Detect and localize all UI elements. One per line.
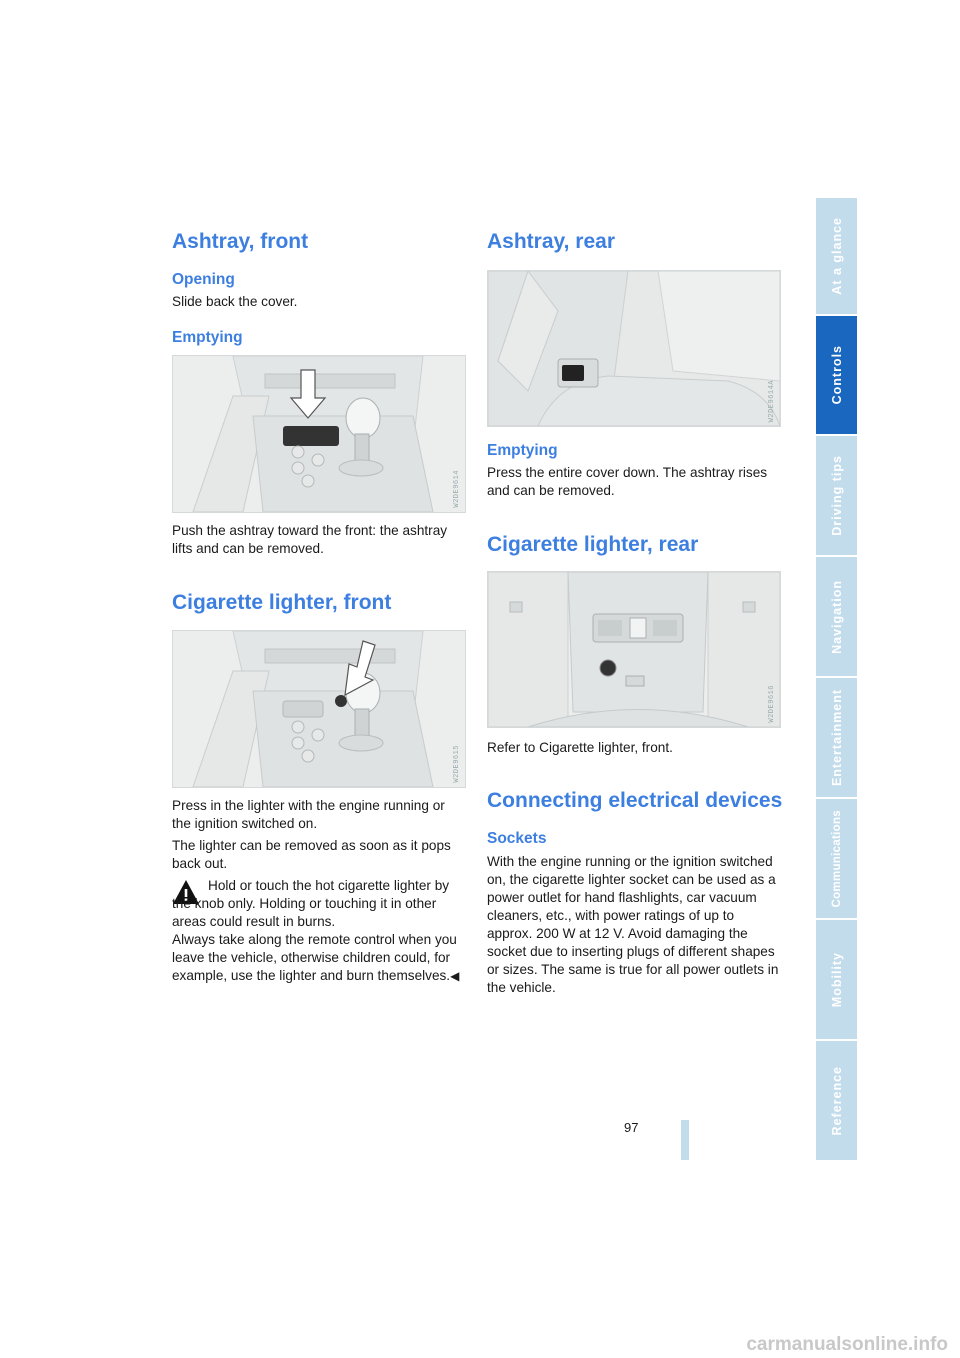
figure-code: W2DE9615 [453, 745, 461, 783]
lighter-front-illustration [173, 631, 465, 787]
figure-lighter-front [172, 630, 466, 788]
heading-sockets: Sockets [487, 830, 547, 847]
heading-emptying-rear: Emptying [487, 442, 558, 459]
lighter-rear-text: Refer to Cigarette lighter, front. [487, 740, 673, 755]
heading-ashtray-front: Ashtray, front [172, 230, 309, 253]
heading-ashtray-rear: Ashtray, rear [487, 230, 616, 253]
tab-communications[interactable]: Communications [816, 799, 857, 918]
figure-code: W2DE9614A [768, 379, 776, 422]
tab-navigation[interactable]: Navigation [816, 557, 857, 676]
opening-text: Slide back the cover. [172, 294, 298, 309]
ashtray-front-illustration [173, 356, 465, 512]
tab-driving-tips[interactable]: Driving tips [816, 436, 857, 555]
ashtray-rear-illustration [488, 271, 780, 426]
tab-entertainment[interactable]: Entertainment [816, 678, 857, 797]
figure-code: W2DE9614 [453, 470, 461, 508]
warning-text-2: Always take along the remote control when you leave the vehicle, otherwise children could, for example, use the lighter and burn themselves.◀ [172, 932, 460, 983]
page-number-bar [681, 1120, 689, 1160]
heading-connecting-electrical-devices: Connecting electrical devices [487, 789, 783, 812]
figure-ashtray-front [172, 355, 466, 513]
lighter-rear-illustration [488, 572, 780, 727]
figure-lighter-rear [487, 571, 781, 728]
lighter-front-text-1: Press in the lighter with the engine running or the ignition switched on. [172, 798, 445, 831]
sockets-text: With the engine running or the ignition switched on, the cigarette lighter socket can be used as a power outlet for hand flashlights, car vacuum cleaners, etc., with power ratings of up to approx. 200 W at 12 V. Avoid damaging the socket due to inserting plugs of different shapes or sizes. The same is true for all power outlets in the vehicle. [487, 854, 779, 995]
emptying-rear-text: Press the entire cover down. The ashtray rises and can be removed. [487, 465, 768, 498]
watermark: carmanualsonline.info [746, 1334, 948, 1355]
lighter-front-text-2: The lighter can be removed as soon as it pops back out. [172, 838, 451, 871]
page-number: 97 [624, 1120, 639, 1135]
figure-ashtray-rear [487, 270, 781, 427]
emptying-front-text: Push the ashtray toward the front: the ashtray lifts and can be removed. [172, 523, 448, 556]
heading-opening: Opening [172, 271, 235, 288]
heading-cigarette-lighter-rear: Cigarette lighter, rear [487, 533, 699, 556]
end-marker-icon: ◀ [450, 969, 460, 983]
tab-reference[interactable]: Reference [816, 1041, 857, 1160]
figure-code: W2DE9616 [768, 685, 776, 723]
warning-text: Hold or touch the hot cigarette lighter by the knob only. Holding or touching it in other areas could result in burns. [172, 878, 450, 929]
tab-mobility[interactable]: Mobility [816, 920, 857, 1039]
heading-cigarette-lighter-front: Cigarette lighter, front [172, 591, 392, 614]
heading-emptying-front: Emptying [172, 329, 243, 346]
tab-at-a-glance[interactable]: At a glance [816, 198, 857, 314]
tab-controls[interactable]: Controls [816, 316, 857, 434]
